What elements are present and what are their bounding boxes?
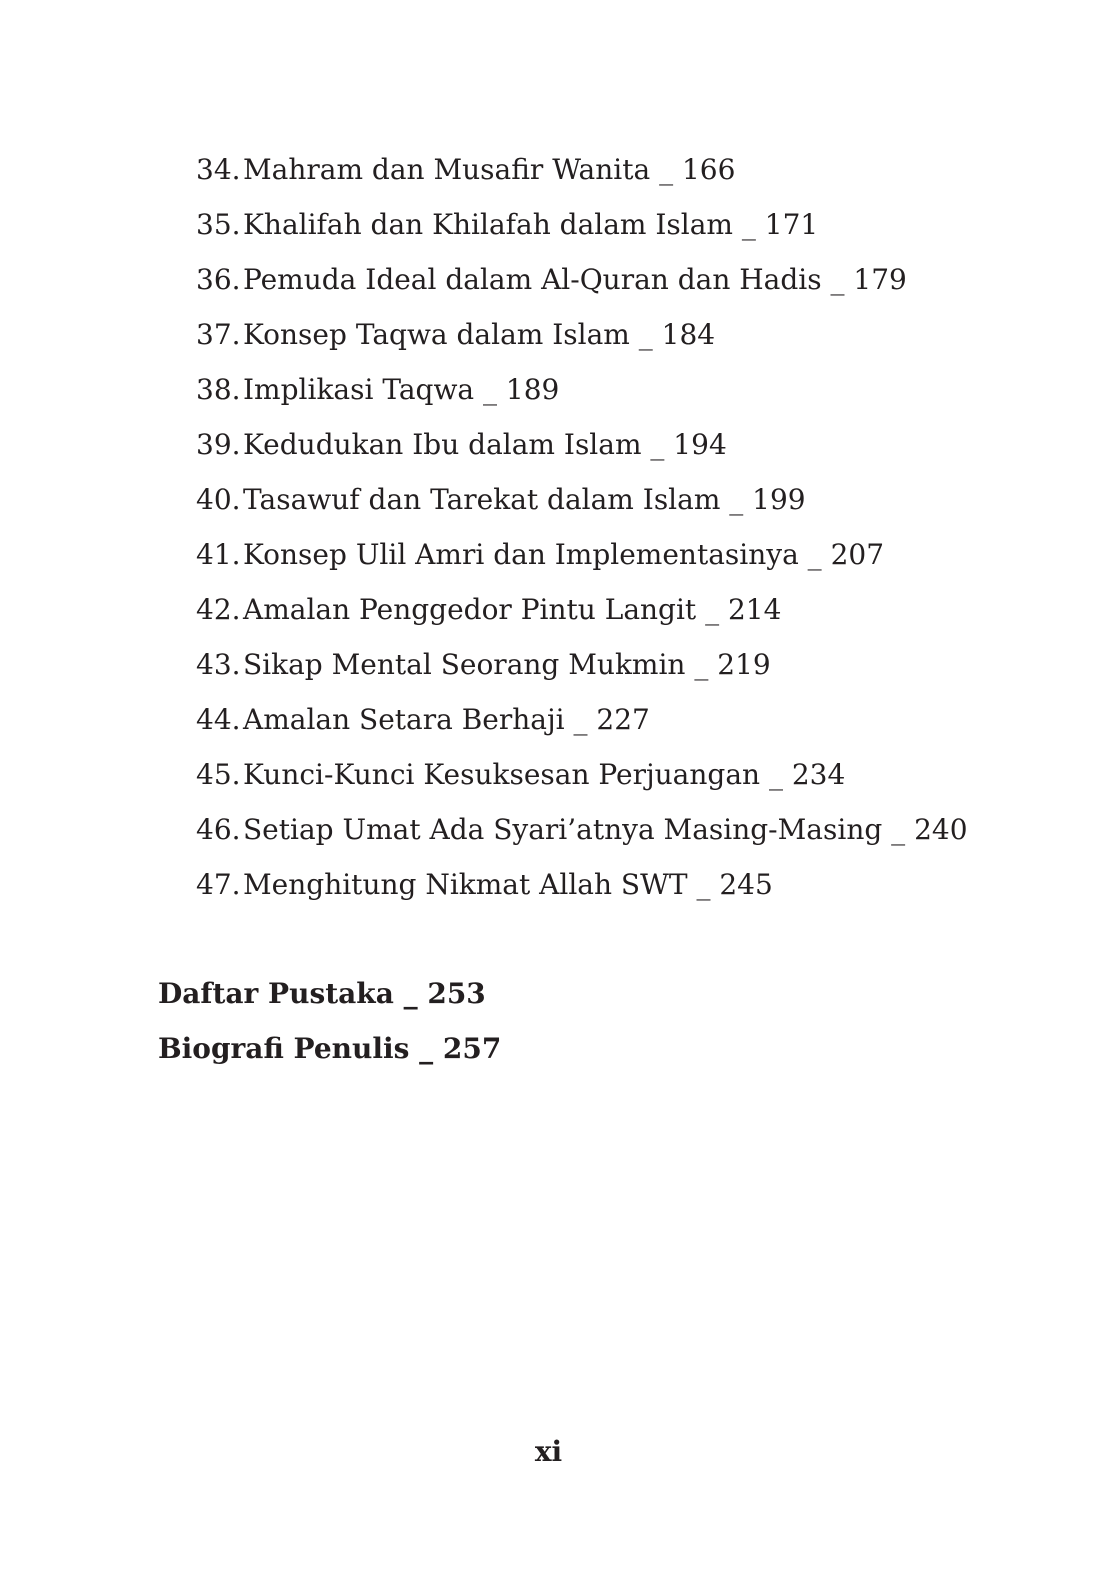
toc-entry-number: 38. (196, 373, 241, 406)
toc-entry (0, 535, 1103, 590)
toc-entry (0, 755, 1103, 810)
toc-entry-number: 45. (196, 758, 241, 791)
toc-entry (0, 205, 1103, 260)
page-number: xi (534, 1435, 563, 1468)
toc-entry-number: 35. (196, 208, 241, 241)
toc-entry (0, 260, 1103, 315)
toc-entry-number: 34. (196, 153, 241, 186)
toc-entry-number: 36. (196, 263, 241, 296)
toc-entry (0, 865, 1103, 920)
toc-entry-title: Mahram dan Musafir Wanita _ 166 (243, 153, 736, 186)
toc-entry-title: Menghitung Nikmat Allah SWT _ 245 (243, 868, 773, 901)
toc-entry-title: Konsep Ulil Amri dan Implementasinya _ 207 (243, 538, 885, 571)
toc-entry-number: 44. (196, 703, 241, 736)
toc-entry-number: 43. (196, 648, 241, 681)
toc-entry-title: Konsep Taqwa dalam Islam _ 184 (243, 318, 716, 351)
toc-entry (0, 425, 1103, 480)
toc-entry-title: Amalan Setara Berhaji _ 227 (243, 703, 650, 736)
toc-entry (0, 315, 1103, 370)
toc-entry-title: Amalan Penggedor Pintu Langit _ 214 (243, 593, 782, 626)
toc-entry-title: Implikasi Taqwa _ 189 (243, 373, 560, 406)
toc-entry-title: Sikap Mental Seorang Mukmin _ 219 (243, 648, 771, 681)
toc-entry-title: Pemuda Ideal dalam Al-Quran dan Hadis _ 179 (243, 263, 907, 296)
toc-entry-title: Kedudukan Ibu dalam Islam _ 194 (243, 428, 727, 461)
table-of-contents (0, 150, 1103, 920)
toc-entry-title: Tasawuf dan Tarekat dalam Islam _ 199 (243, 483, 806, 516)
toc-entry-number: 40. (196, 483, 241, 516)
toc-entry (0, 645, 1103, 700)
back-matter-list (158, 974, 501, 1084)
back-matter-author-biography: Biografi Penulis _ 257 (158, 1032, 502, 1065)
toc-entry-number: 42. (196, 593, 241, 626)
toc-entry-number: 46. (196, 813, 241, 846)
toc-entry-title: Khalifah dan Khilafah dalam Islam _ 171 (243, 208, 819, 241)
toc-entry (0, 480, 1103, 535)
toc-entry-title: Setiap Umat Ada Syari’atnya Masing-Masing _ 240 (243, 813, 968, 846)
back-matter-bibliography: Daftar Pustaka _ 253 (158, 977, 486, 1010)
toc-entry-number: 47. (196, 868, 241, 901)
toc-entry-number: 39. (196, 428, 241, 461)
toc-entry (0, 810, 1103, 865)
toc-entry (0, 700, 1103, 755)
toc-entry-number: 41. (196, 538, 241, 571)
toc-entry-number: 37. (196, 318, 241, 351)
toc-entry-title: Kunci-Kunci Kesuksesan Perjuangan _ 234 (243, 758, 846, 791)
toc-entry (0, 150, 1103, 205)
toc-entry (0, 370, 1103, 425)
toc-entry (0, 590, 1103, 645)
